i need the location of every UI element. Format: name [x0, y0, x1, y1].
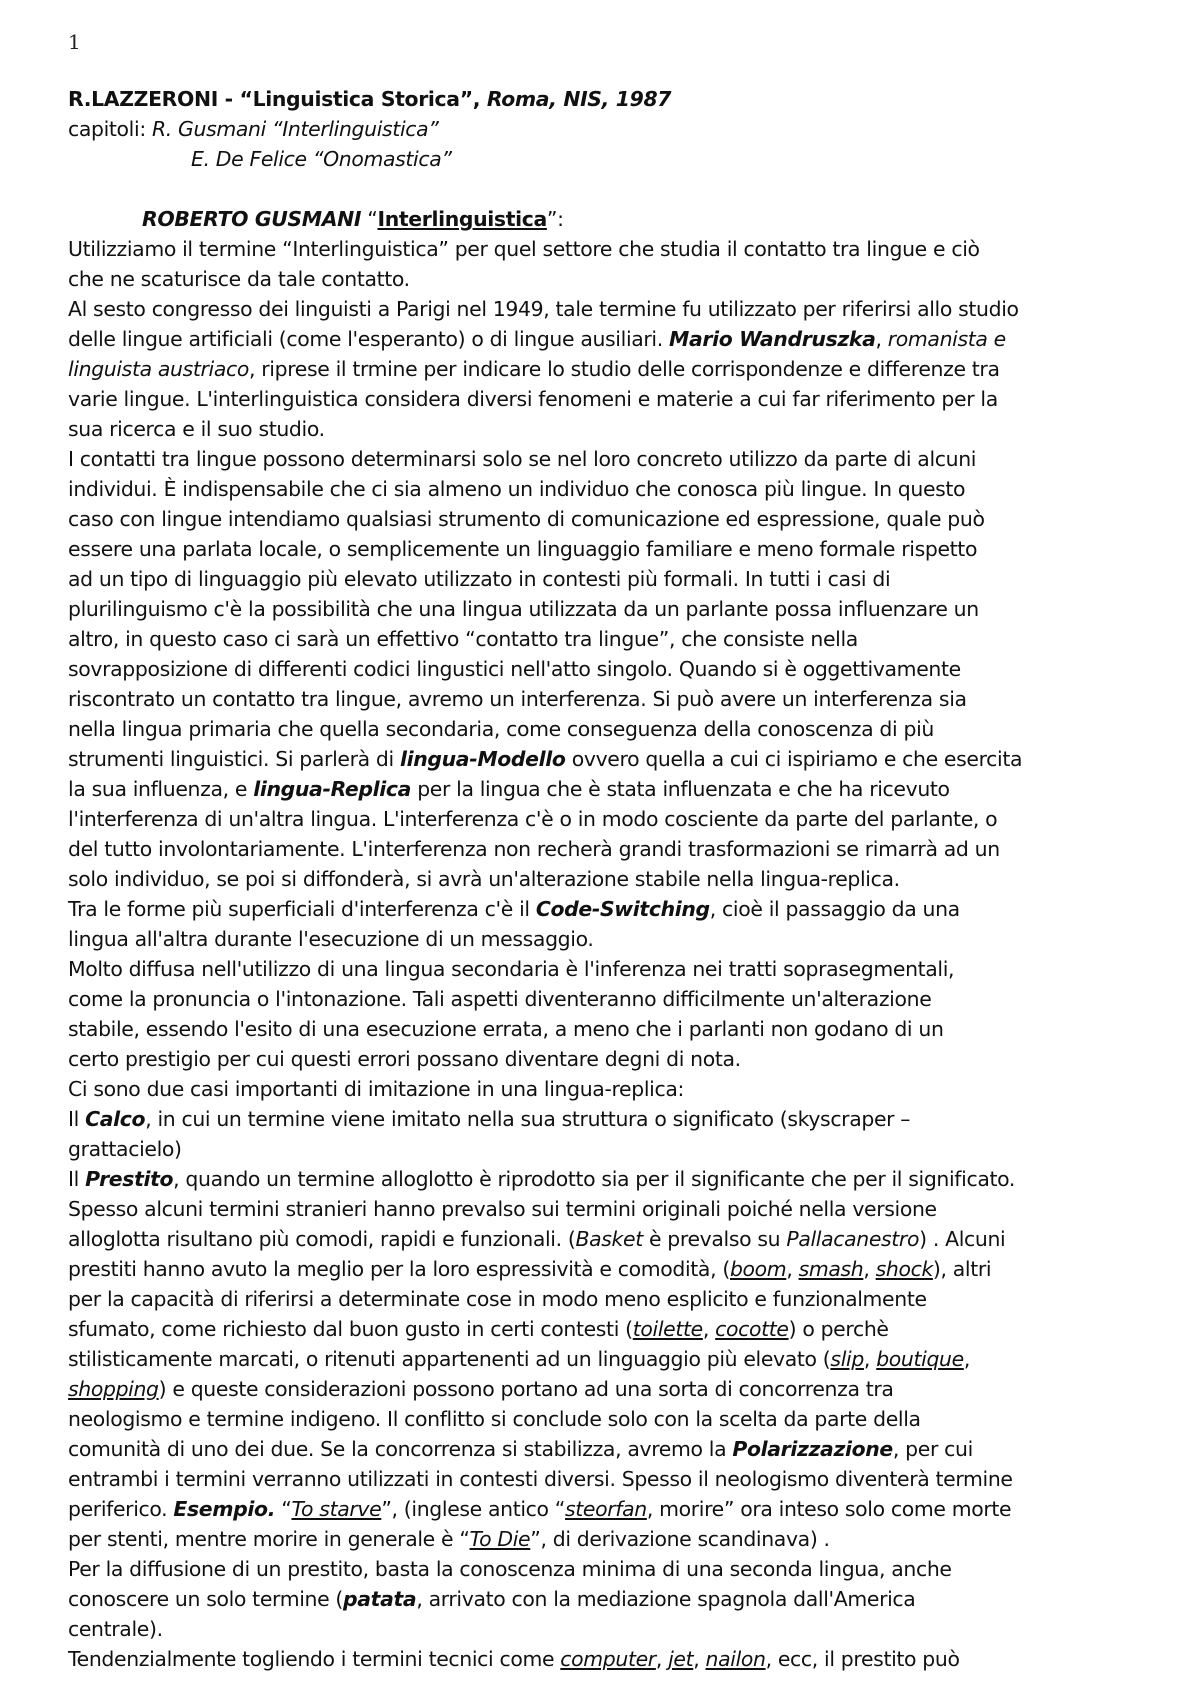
text-line	[68, 1194, 1180, 1224]
text-run: lingua-Replica	[253, 777, 412, 801]
text-line	[68, 1554, 1180, 1584]
text-line	[68, 954, 1180, 984]
text-line	[68, 444, 1180, 474]
text-run: prestiti hanno avuto la meglio per la loro espressività e comodità, (	[68, 1257, 730, 1281]
text-run: , ecc, il prestito può	[765, 1647, 960, 1671]
text-line	[68, 1434, 1180, 1464]
text-run: “	[275, 1497, 292, 1521]
text-run: ”, di derivazione scandinava) .	[530, 1527, 830, 1551]
text-run: ,	[655, 1647, 669, 1671]
text-line	[68, 1044, 1180, 1074]
text-run: alloglotta risultano più comodi, rapidi e funzionali. (	[68, 1227, 576, 1251]
text-run: delle lingue artificiali (come l'esperanto) o di lingue ausiliari.	[68, 327, 670, 351]
text-line	[68, 1584, 1180, 1614]
text-line	[68, 294, 1180, 324]
text-line	[68, 1014, 1180, 1044]
text-run: boutique	[876, 1347, 964, 1371]
text-run: Pallacanestro	[786, 1227, 920, 1251]
text-line	[68, 504, 1180, 534]
text-run: stabile, essendo l'esito di una esecuzione errata, a meno che i parlanti non godano di un	[68, 1017, 944, 1041]
text-run: ) o perchè	[788, 1317, 889, 1341]
section-heading	[68, 204, 1180, 234]
text-run: jet	[668, 1647, 694, 1671]
text-line	[68, 594, 1180, 624]
text-run: nailon	[705, 1647, 766, 1671]
text-run: ) . Alcuni	[919, 1227, 1006, 1251]
text-line	[68, 414, 1180, 444]
text-line	[68, 1614, 1180, 1644]
text-run: centrale).	[68, 1617, 163, 1641]
text-run: ovvero quella a cui ci ispiriamo e che esercita	[565, 747, 1023, 771]
text-run: nella lingua primaria che quella secondaria, come conseguenza della conoscenza di più	[68, 717, 934, 741]
text-run: Roma, NIS, 1987	[486, 87, 672, 111]
text-line	[68, 804, 1180, 834]
text-run: Il	[68, 1167, 86, 1191]
text-line	[68, 354, 1180, 384]
text-run: lingua-Modello	[399, 747, 566, 771]
text-run: sua ricerca e il suo studio.	[68, 417, 325, 441]
text-run: Mario Wandruszka	[669, 327, 876, 351]
text-run: Code-Switching	[535, 897, 710, 921]
text-run: Il	[68, 1107, 86, 1131]
text-run: neologismo e termine indigeno. Il conflitto si conclude solo con la scelta da parte della	[68, 1407, 921, 1431]
text-run: sfumato, come richiesto dal buon gusto in certi contesti (	[68, 1317, 633, 1341]
text-run: Per la diffusione di un prestito, basta la conoscenza minima di una seconda lingua, anche	[68, 1557, 952, 1581]
text-line	[68, 654, 1180, 684]
text-run: conoscere un solo termine (	[68, 1587, 344, 1611]
text-line	[68, 1074, 1180, 1104]
text-run: comunità di uno dei due. Se la concorrenza si stabilizza, avremo la	[68, 1437, 733, 1461]
text-line	[68, 1464, 1180, 1494]
text-line	[68, 1254, 1180, 1284]
text-line	[68, 1404, 1180, 1434]
text-run: caso con lingue intendiamo qualsiasi strumento di comunicazione ed espressione, quale può	[68, 507, 985, 531]
text-run: riscontrato un contatto tra lingue, avremo un interferenza. Si può avere un interferenza sia	[68, 687, 967, 711]
text-run: , in cui un termine viene imitato nella sua struttura o significato (skyscraper –	[145, 1107, 911, 1131]
text-run: ”:	[546, 207, 564, 231]
text-line	[68, 924, 1180, 954]
text-run: è prevalso su	[642, 1227, 787, 1251]
text-run: linguista austriaco	[68, 357, 249, 381]
text-run: ”, (inglese antico “	[381, 1497, 565, 1521]
text-run: Tra le forme più superficiali d'interferenza c'è il	[68, 897, 536, 921]
text-run: ,	[863, 1257, 876, 1281]
text-run: Prestito	[85, 1167, 174, 1191]
text-run: steorfan	[565, 1497, 647, 1521]
text-run: slip	[830, 1347, 864, 1371]
document-body	[68, 84, 1180, 1674]
text-line	[68, 684, 1180, 714]
text-run: del tutto involontariamente. L'interferenza non recherà grandi trasformazioni se rimarrà ad un	[68, 837, 1000, 861]
text-line	[68, 1134, 1180, 1164]
text-run: , quando un termine alloglotto è riprodotto sia per il significante che per il significato.	[173, 1167, 1016, 1191]
text-run: Interlinguistica	[377, 207, 547, 231]
text-run: , per cui	[892, 1437, 973, 1461]
text-run: essere una parlata locale, o semplicemente un linguaggio familiare e meno formale rispetto	[68, 537, 978, 561]
text-line	[68, 984, 1180, 1014]
text-run: strumenti linguistici. Si parlerà di	[68, 747, 400, 771]
text-run: sovrapposizione di differenti codici lingustici nell'atto singolo. Quando si è oggettivamente	[68, 657, 961, 681]
text-run: Molto diffusa nell'utilizzo di una lingua secondaria è l'inferenza nei tratti soprasegmentali,	[68, 957, 955, 981]
text-line	[68, 864, 1180, 894]
text-run: entrambi i termini verranno utilizzati in contesti diversi. Spesso il neologismo diventerà termine	[68, 1467, 1013, 1491]
text-run: Utilizziamo il termine “Interlinguistica” per quel settore che studia il contatto tra lingue e ciò	[68, 237, 980, 261]
text-run: computer	[560, 1647, 656, 1671]
text-run: ad un tipo di linguaggio più elevato utilizzato in contesti più formali. In tutti i casi di	[68, 567, 891, 591]
text-run: Esempio.	[173, 1497, 276, 1521]
text-line	[68, 1644, 1180, 1674]
text-line	[68, 1524, 1180, 1554]
text-line	[68, 264, 1180, 294]
text-line	[68, 894, 1180, 924]
text-run: certo prestigio per cui questi errori possano diventare degni di nota.	[68, 1047, 741, 1071]
page-number: 1	[68, 30, 81, 54]
text-run: To Die	[469, 1527, 531, 1551]
text-run: Calco	[85, 1107, 146, 1131]
text-line	[68, 1104, 1180, 1134]
text-line	[68, 714, 1180, 744]
text-line	[68, 144, 1180, 174]
text-run: ,	[702, 1317, 716, 1341]
text-run: ,	[863, 1347, 877, 1371]
text-run: boom	[729, 1257, 787, 1281]
text-run: ROBERTO GUSMANI	[142, 207, 362, 231]
text-run: individui. È indispensabile che ci sia almeno un individuo che conosca più lingue. In questo	[68, 477, 966, 501]
text-run: shock	[875, 1257, 933, 1281]
text-run: , morire” ora inteso solo come morte	[646, 1497, 1012, 1521]
text-run: per la capacità di riferirsi a determinate cose in modo meno esplicito e funzionalmente	[68, 1287, 927, 1311]
text-line	[68, 624, 1180, 654]
text-line	[68, 1374, 1180, 1404]
text-run: Spesso alcuni termini stranieri hanno prevalso sui termini originali poiché nella versione	[68, 1197, 937, 1221]
text-run: ,	[786, 1257, 799, 1281]
text-run: patata	[343, 1587, 417, 1611]
text-line	[68, 744, 1180, 774]
text-run: To starve	[291, 1497, 382, 1521]
text-line	[68, 114, 1180, 144]
text-run: Basket	[575, 1227, 643, 1251]
text-run: altro, in questo caso ci sarà un effettivo “contatto tra lingue”, che consiste nella	[68, 627, 858, 651]
text-run: Tendenzialmente togliendo i termini tecnici come	[68, 1647, 561, 1671]
text-line	[68, 324, 1180, 354]
text-run: , riprese il trmine per indicare lo studio delle corrispondenze e differenze tra	[249, 357, 1000, 381]
text-run: smash	[798, 1257, 864, 1281]
text-run: cocotte	[715, 1317, 789, 1341]
document-heading	[68, 84, 1180, 114]
text-run: , cioè il passaggio da una	[709, 897, 960, 921]
text-run: come la pronuncia o l'intonazione. Tali aspetti diventeranno difficilmente un'alterazione	[68, 987, 932, 1011]
text-line	[68, 834, 1180, 864]
text-line	[68, 474, 1180, 504]
text-line	[68, 564, 1180, 594]
text-run: lingua all'altra durante l'esecuzione di un messaggio.	[68, 927, 594, 951]
text-line	[68, 534, 1180, 564]
text-run: stilisticamente marcati, o ritenuti appartenenti ad un linguaggio più elevato (	[68, 1347, 831, 1371]
text-line	[68, 1284, 1180, 1314]
text-run: capitoli:	[68, 117, 152, 141]
text-line	[68, 1224, 1180, 1254]
text-run: R.LAZZERONI - “Linguistica Storica”,	[68, 87, 487, 111]
text-run: solo individuo, se poi si diffonderà, si avrà un'alterazione stabile nella lingua-replica.	[68, 867, 900, 891]
text-line	[68, 234, 1180, 264]
text-run: , arrivato con la mediazione spagnola dall'America	[416, 1587, 916, 1611]
text-run: shopping	[68, 1377, 159, 1401]
text-line	[68, 1344, 1180, 1374]
text-run: grattacielo)	[68, 1137, 182, 1161]
text-run: Al sesto congresso dei linguisti a Parigi nel 1949, tale termine fu utilizzato per riferirsi allo studio	[68, 297, 1019, 321]
text-run: ,	[963, 1347, 970, 1371]
text-line	[68, 384, 1180, 414]
text-run: periferico.	[68, 1497, 174, 1521]
text-line	[68, 1314, 1180, 1344]
text-run: I contatti tra lingue possono determinarsi solo se nel loro concreto utilizzo da parte di alcuni	[68, 447, 977, 471]
text-run: che ne scaturisce da tale contatto.	[68, 267, 410, 291]
text-run: ) e queste considerazioni possono portano ad una sorta di concorrenza tra	[158, 1377, 894, 1401]
text-run: “	[361, 207, 378, 231]
text-run: plurilinguismo c'è la possibilità che una lingua utilizzata da un parlante possa influenzare un	[68, 597, 979, 621]
text-run: R. Gusmani “Interlinguistica”	[151, 117, 439, 141]
text-run: Ci sono due casi importanti di imitazione in una lingua-replica:	[68, 1077, 684, 1101]
text-run: varie lingue. L'interlinguistica considera diversi fenomeni e materie a cui far riferimento per la	[68, 387, 998, 411]
text-run: ,	[875, 327, 888, 351]
text-line	[68, 774, 1180, 804]
text-run: romanista e	[887, 327, 1006, 351]
text-run: Polarizzazione	[732, 1437, 893, 1461]
text-run: toilette	[632, 1317, 703, 1341]
text-run: ), altri	[932, 1257, 992, 1281]
text-line	[68, 1164, 1180, 1194]
text-run: per la lingua che è stata influenzata e che ha ricevuto	[411, 777, 950, 801]
text-run: la sua influenza, e	[68, 777, 254, 801]
text-run: ,	[693, 1647, 706, 1671]
text-line	[68, 1494, 1180, 1524]
text-run: per stenti, mentre morire in generale è “	[68, 1527, 470, 1551]
text-line	[68, 174, 1180, 204]
text-run: E. De Felice “Onomastica”	[191, 147, 452, 171]
text-run: l'interferenza di un'altra lingua. L'interferenza c'è o in modo cosciente da parte del parlante, o	[68, 807, 998, 831]
